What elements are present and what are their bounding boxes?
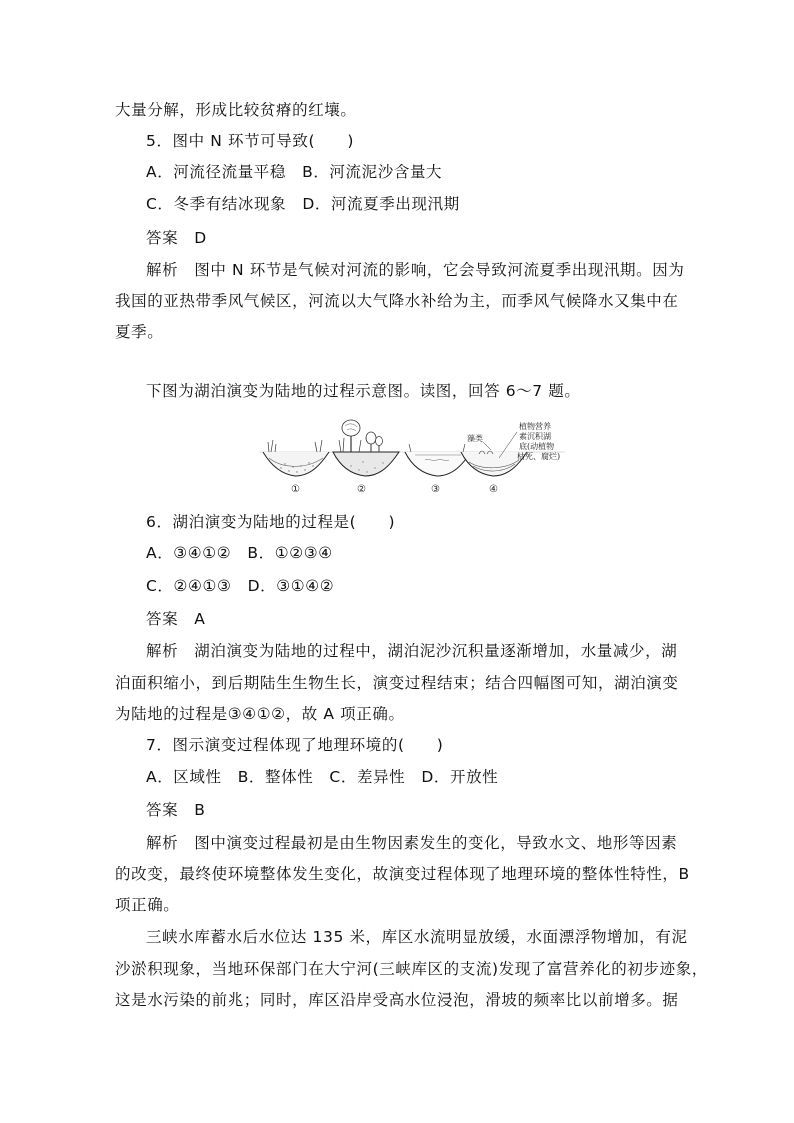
- question-7: 7．图示演变过程体现了地理环境的( ): [146, 736, 444, 754]
- lake-evolution-figure: [255, 418, 567, 498]
- panel-3-lake: [405, 444, 471, 476]
- annotation-line: 底(动植物: [519, 442, 555, 451]
- analysis-line: 的改变，最终使环境整体发生变化，故演变过程体现了地理环境的整体性特性，B: [115, 865, 690, 883]
- text-line: 大量分解，形成比较贫瘠的红壤。: [115, 101, 357, 119]
- option-line: A．河流径流量平稳 B．河流泥沙含量大: [146, 163, 443, 181]
- panel-1-basin: [263, 440, 329, 476]
- analysis-line: 泊面积缩小，到后期陆生生物生长，演变过程结束；结合四幅图可知，湖泊演变: [115, 674, 679, 692]
- passage-line: 这是水污染的前兆；同时，库区沿岸受高水位浸泡，滑坡的频率比以前增多。据: [115, 991, 679, 1009]
- panel-number: ④: [489, 484, 498, 495]
- question-5: 5．图中 N 环节可导致( ): [146, 132, 355, 150]
- answer-line: 答案 A: [146, 610, 206, 628]
- annotation-line: 素沉积湖: [519, 432, 551, 441]
- analysis-line: 解析 湖泊演变为陆地的过程中，湖泊泥沙沉积量逐渐增加，水量减少，湖: [146, 642, 678, 660]
- option-line: C．②④①③ D．③①④②: [146, 577, 335, 595]
- passage-line: 三峡水库蓄水后水位达 135 米，库区水流明显放缓，水面漂浮物增加，有泥: [146, 928, 688, 946]
- annotation-line: 枯死、腐烂): [517, 452, 561, 461]
- analysis-line: 夏季。: [115, 323, 164, 341]
- answer-line: 答案 D: [146, 229, 207, 247]
- analysis-line: 项正确。: [115, 896, 180, 914]
- figure-intro: 下图为湖泊演变为陆地的过程示意图。读图，回答 6～7 题。: [146, 382, 581, 400]
- panel-number: ②: [357, 484, 366, 495]
- panel-number: ①: [291, 484, 300, 495]
- panel-2-land: [333, 420, 399, 476]
- passage-line: 沙淤积现象，当地环保部门在大宁河(三峡库区的支流)发现了富营养化的初步迹象，: [115, 960, 708, 978]
- lake-evolution-diagram: [255, 418, 567, 498]
- analysis-line: 为陆地的过程是③④①②，故 A 项正确。: [115, 705, 405, 723]
- option-line: C．冬季有结冰现象 D．河流夏季出现汛期: [146, 195, 460, 213]
- analysis-line: 解析 图中演变过程最初是由生物因素发生的变化，导致水文、地形等因素: [146, 834, 678, 852]
- analysis-line: 解析 图中 N 环节是气候对河流的影响，它会导致河流夏季出现汛期。因为: [146, 261, 685, 279]
- answer-line: 答案 B: [146, 801, 206, 819]
- annotation-line: 植物营养: [519, 422, 551, 431]
- panel-4-lake-algae: [461, 421, 560, 476]
- option-line: A．③④①② B．①②③④: [146, 544, 333, 562]
- option-line: A．区域性 B．整体性 C．差异性 D．开放性: [146, 768, 499, 786]
- question-6: 6．湖泊演变为陆地的过程是( ): [146, 513, 396, 531]
- algae-label: 藻类: [467, 434, 483, 443]
- analysis-line: 我国的亚热带季风气候区，河流以大气降水补给为主，而季风气候降水又集中在: [115, 292, 679, 310]
- panel-number: ③: [431, 484, 440, 495]
